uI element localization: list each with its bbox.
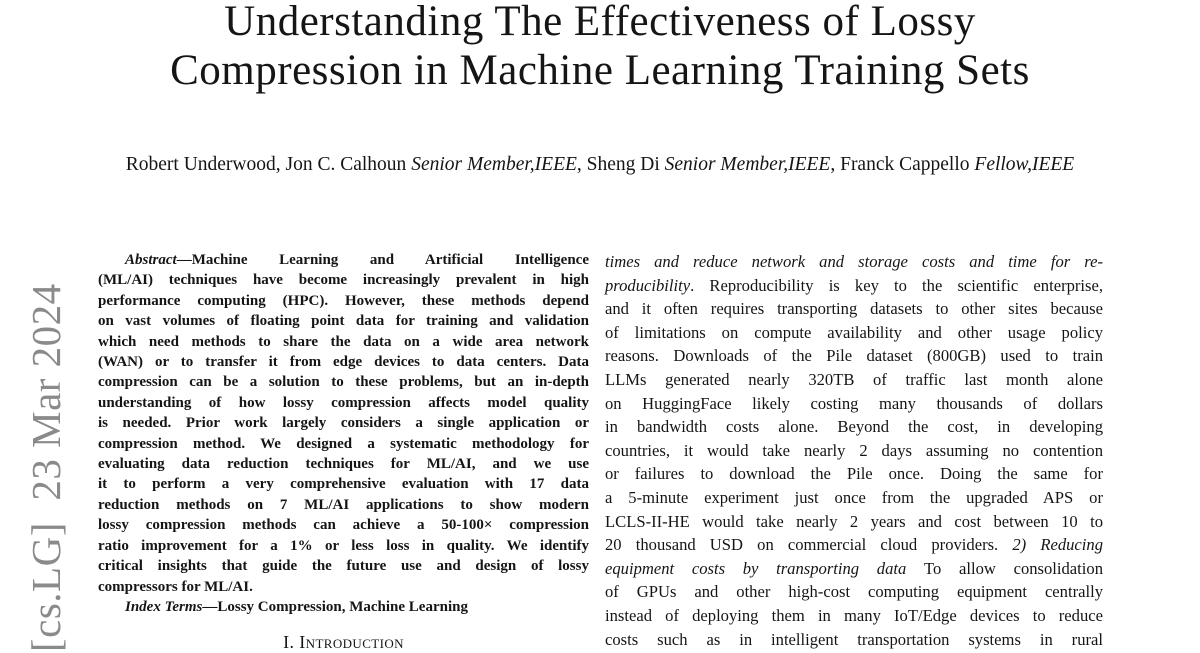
- text-run: . Reproducibility is key to the scientific enterprise,: [690, 275, 1103, 295]
- text-run: ratio improvement for a 1% or less loss in quality. We identify: [98, 537, 589, 554]
- abstract-line: [98, 434, 589, 454]
- abstract-line: [98, 393, 589, 413]
- text-run: lossy compression methods can achieve a 50-100× compression: [98, 517, 589, 534]
- text-run: To allow consolidation: [924, 558, 1103, 578]
- text-run: or failures to download the Pile once. Doing the same for: [605, 464, 1103, 484]
- text-run: equipment costs by transporting data: [605, 558, 925, 578]
- text-run: Abstract: [125, 252, 177, 268]
- abstract-line: [98, 474, 589, 494]
- abstract: [98, 250, 589, 597]
- abstract-line: [98, 291, 589, 311]
- text-run: 2) Reducing: [1012, 535, 1103, 555]
- text-run: is needed. Prior work largely considers a single application or: [98, 415, 589, 432]
- left-column: [98, 250, 589, 653]
- text-run: of GPUs and other high-cost computing equipment centrally: [605, 582, 1103, 602]
- body-text-line: [605, 510, 1103, 534]
- body-text-line: [605, 321, 1103, 345]
- authors-line: [0, 153, 1200, 177]
- body-text-line: [605, 580, 1103, 604]
- abstract-line: [98, 332, 589, 352]
- text-run: Robert Underwood, Jon C. Calhoun: [125, 154, 412, 175]
- body-text-line: [605, 604, 1103, 628]
- body-text-line: [605, 344, 1103, 368]
- body-text-line: [605, 297, 1103, 321]
- text-run: a 5-minute experiment just once from the upgraded APS or: [605, 487, 1103, 507]
- text-run: Senior Member,IEEE: [664, 154, 831, 175]
- text-run: performance computing (HPC). However, these methods depend: [98, 292, 589, 309]
- text-run: Fellow,IEEE: [974, 154, 1075, 175]
- body-text-line: [605, 250, 1103, 274]
- arxiv-stamp: [cs.LG] 23 Mar 2024: [23, 283, 69, 652]
- body-text-line: [605, 486, 1103, 510]
- text-run: evaluating data reduction techniques for ML/AI, and we use: [98, 456, 589, 473]
- index-terms: [98, 597, 589, 617]
- text-run: LCLS-II-HE would take nearly 2 years and cost between 10 to: [605, 511, 1103, 531]
- paper-title-line1: Understanding The Effectiveness of Lossy: [224, 0, 976, 45]
- abstract-line: [98, 495, 589, 515]
- text-run: producibility: [605, 275, 691, 295]
- body-text-line: [605, 557, 1103, 581]
- text-run: costs such as in intelligent transportation systems in rural: [605, 629, 1103, 649]
- text-run: compression can be a solution to these problems, but an in-depth: [98, 374, 589, 391]
- abstract-line: [98, 311, 589, 331]
- text-run: countries, it would take nearly 2 days assuming no contention: [605, 440, 1103, 460]
- text-run: which need methods to share the data on a wide area network: [98, 333, 589, 350]
- text-run: Index Terms: [125, 598, 203, 615]
- text-run: —Lossy Compression, Machine Learning: [202, 598, 468, 615]
- body-text-line: [605, 368, 1103, 392]
- text-run: compression method. We designed a systematic methodology for: [98, 435, 589, 452]
- body-text-line: [605, 533, 1103, 557]
- text-run: critical insights that guide the future use and design of lossy: [98, 558, 589, 575]
- text-run: and it often requires transporting datasets to other sites because: [605, 299, 1103, 319]
- paper-title-line2: Compression in Machine Learning Training Sets: [170, 47, 1030, 94]
- abstract-line: [98, 250, 589, 270]
- text-run: , Sheng Di: [576, 154, 665, 175]
- right-column: [605, 250, 1103, 651]
- text-run: 20 thousand USD on commercial cloud providers.: [605, 535, 1013, 555]
- abstract-line: [98, 556, 589, 576]
- abstract-line: [98, 270, 589, 290]
- abstract-line: [98, 577, 589, 597]
- abstract-line: [98, 454, 589, 474]
- abstract-line: [98, 515, 589, 535]
- text-run: (WAN) or to transfer it from edge devices to data centers. Data: [98, 354, 589, 371]
- text-run: understanding of how lossy compression affects model quality: [98, 394, 589, 411]
- text-run: on vast volumes of floating point data for training and validation: [98, 313, 589, 330]
- body-text-line: [605, 439, 1103, 463]
- text-run: instead of deploying them in many IoT/Edge devices to reduce: [605, 605, 1103, 625]
- text-run: of limitations on compute availability and other usage policy: [605, 322, 1103, 342]
- abstract-line: [98, 413, 589, 433]
- body-text-line: [605, 415, 1103, 439]
- text-run: —Machine Learning and Artificial Intelligence: [176, 252, 589, 268]
- text-run: on HuggingFace likely costing many thousands of dollars: [605, 393, 1103, 413]
- text-run: (ML/AI) techniques have become increasingly prevalent in high: [98, 272, 589, 289]
- section-heading-introduction: I. Introduction: [283, 632, 404, 653]
- text-run: LLMs generated nearly 320TB of traffic last month alone: [605, 369, 1103, 389]
- body-text-line: [605, 462, 1103, 486]
- text-run: in bandwidth costs alone. Beyond the cost, in developing: [605, 417, 1103, 437]
- body-text-line: [605, 274, 1103, 298]
- text-run: reduction methods on 7 ML/AI applications to show modern: [98, 496, 589, 513]
- text-run: times and reduce network and storage costs and time for re-: [605, 252, 1103, 271]
- text-run: it to perform a very comprehensive evaluation with 17 data: [98, 476, 589, 493]
- abstract-line: [98, 372, 589, 392]
- abstract-line: [98, 352, 589, 372]
- body-text-line: [605, 392, 1103, 416]
- text-run: Senior Member,IEEE: [411, 154, 577, 175]
- intro-paragraph: [605, 250, 1103, 651]
- text-run: reasons. Downloads of the Pile dataset (800GB) used to train: [605, 346, 1103, 366]
- paper-title: [0, 0, 1200, 95]
- abstract-line: [98, 536, 589, 556]
- text-run: , Franck Cappello: [830, 154, 975, 175]
- text-run: compressors for ML/AI.: [98, 578, 253, 595]
